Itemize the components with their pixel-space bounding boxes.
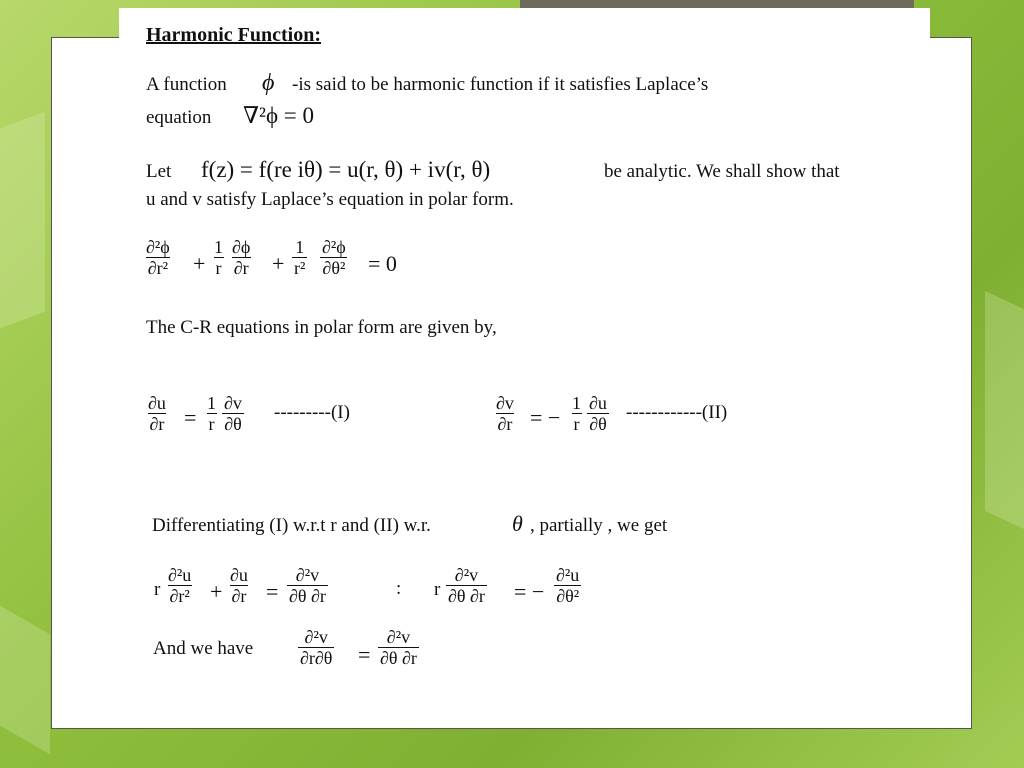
equals-zero: = 0 (368, 251, 397, 276)
fraction (378, 627, 419, 668)
fraction (212, 237, 225, 278)
para1-start: A function (146, 74, 227, 95)
numerator: ∂²u (556, 565, 580, 585)
denominator: ∂θ² (556, 586, 580, 606)
fraction (146, 393, 168, 434)
differentiating-text-end: , partially , we get (530, 515, 668, 536)
denominator: r (215, 258, 222, 278)
theta-symbol: θ (512, 511, 523, 536)
numerator: ∂²ϕ (322, 237, 346, 257)
equals-sign: = (358, 642, 371, 667)
numerator: ∂u (230, 565, 248, 585)
denominator: ∂θ ∂r (289, 586, 326, 606)
denominator: r (573, 414, 580, 434)
numerator: ∂²ϕ (146, 237, 170, 257)
para1-equation-word: equation (146, 107, 212, 128)
denominator: ∂θ (224, 414, 242, 434)
fraction (144, 237, 172, 278)
denominator: ∂r² (169, 586, 190, 606)
fraction (205, 393, 218, 434)
denominator: ∂θ ∂r (380, 648, 417, 668)
numerator: ∂u (589, 393, 607, 413)
plus-sign: + (193, 251, 206, 276)
denominator: ∂r (233, 258, 249, 278)
fraction (554, 565, 581, 606)
equals-sign: = (184, 405, 197, 430)
denominator: ∂r∂θ (300, 648, 333, 668)
numerator: 1 (295, 237, 305, 257)
numerator: 1 (572, 393, 581, 413)
equals-minus-sign: = − (530, 405, 561, 430)
fraction (320, 237, 348, 278)
fraction (287, 565, 328, 606)
plus-sign: + (272, 251, 285, 276)
let-rest: be analytic. We shall show that (604, 161, 840, 182)
numerator: ∂²v (304, 627, 328, 647)
numerator: ∂²u (168, 565, 192, 585)
separator-colon: : (396, 578, 402, 599)
slide-heading: Harmonic Function: (146, 24, 321, 46)
denominator: r² (294, 258, 306, 278)
numerator: 1 (214, 237, 223, 257)
denominator: ∂r (231, 586, 247, 606)
equation-tag-ii: ------------(II) (626, 402, 728, 423)
equation-tag-i: ---------(I) (274, 402, 350, 423)
numerator: ∂²v (454, 565, 479, 585)
numerator: ∂u (148, 393, 166, 413)
plus-sign: + (210, 579, 223, 604)
denominator: ∂θ ∂r (448, 586, 485, 606)
denominator: ∂θ (589, 414, 607, 434)
background-decoration (985, 291, 1024, 529)
fraction (587, 393, 609, 434)
denominator: ∂r (497, 414, 513, 434)
denominator: ∂r² (147, 258, 169, 278)
r-coefficient: r (154, 579, 161, 600)
numerator: ∂ϕ (232, 237, 251, 257)
background-decoration (0, 112, 45, 328)
denominator: r (208, 414, 215, 434)
fraction (298, 627, 334, 668)
fraction (570, 393, 583, 434)
numerator: ∂v (224, 393, 242, 413)
fraction (494, 393, 516, 434)
fraction (228, 565, 250, 606)
and-we-have: And we have (153, 638, 254, 659)
let-word: Let (146, 161, 172, 182)
fraction (292, 237, 307, 278)
laplace-equation: ∇²ϕ = 0 (243, 103, 315, 128)
denominator: ∂θ² (322, 258, 346, 278)
fraction (222, 393, 244, 434)
phi-symbol: ϕ (262, 70, 275, 96)
numerator: ∂²v (386, 627, 411, 647)
cr-intro: The C-R equations in polar form are given by, (146, 317, 497, 338)
differentiating-text: Differentiating (I) w.r.t r and (II) w.r. (152, 515, 431, 536)
fz-equation: f(z) = f(re iθ) = u(r, θ) + iv(r, θ) (201, 157, 491, 182)
fraction (446, 565, 487, 606)
para2-line2: u and v satisfy Laplace’s equation in polar form. (146, 189, 514, 210)
numerator: ∂v (496, 393, 514, 413)
fraction (230, 237, 252, 278)
slide-frame (51, 37, 972, 729)
denominator: ∂r (149, 414, 165, 434)
r-coefficient: r (434, 579, 441, 600)
numerator: ∂²v (295, 565, 320, 585)
equals-sign: = (266, 579, 279, 604)
numerator: 1 (207, 393, 216, 413)
equals-minus-sign: = − (514, 579, 545, 604)
para1-rest: -is said to be harmonic function if it satisfies Laplace’s (292, 74, 709, 95)
fraction (166, 565, 193, 606)
background-decoration (0, 606, 50, 755)
